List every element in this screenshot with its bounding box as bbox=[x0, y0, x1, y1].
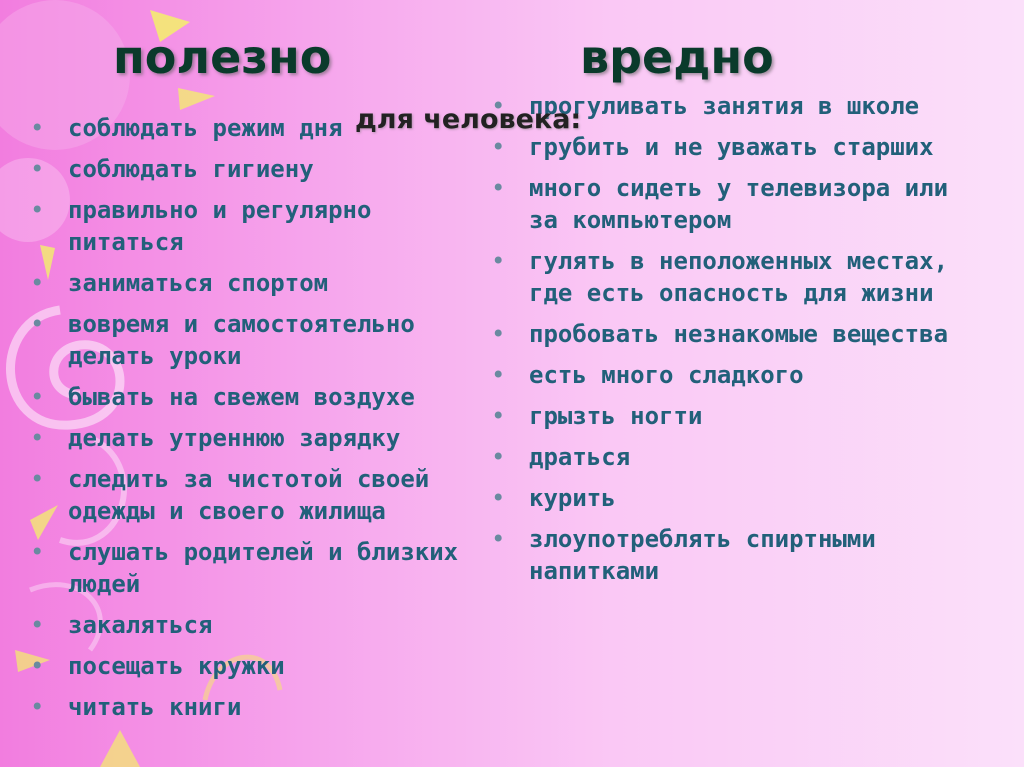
list-item: • грызть ногти bbox=[487, 400, 987, 432]
list-item: • драться bbox=[487, 441, 987, 473]
subtitle: для человека: bbox=[355, 104, 582, 135]
harmful-heading: вредно bbox=[580, 30, 774, 84]
list-item: • соблюдать режим дня bbox=[26, 112, 488, 144]
list-item: • следить за чистотой своей одежды и своего жилища bbox=[26, 463, 488, 527]
useful-list bbox=[26, 112, 488, 732]
useful-heading: полезно bbox=[113, 30, 332, 84]
decor-star-ray bbox=[100, 730, 140, 767]
list-item: • посещать кружки bbox=[26, 650, 488, 682]
list-item: • заниматься спортом bbox=[26, 267, 488, 299]
list-item: • прогуливать занятия в школе bbox=[487, 90, 987, 122]
list-item: • слушать родителей и близких людей bbox=[26, 536, 488, 600]
list-item: • много сидеть у телевизора или за компьютером bbox=[487, 172, 987, 236]
list-item: • делать утреннюю зарядку bbox=[26, 422, 488, 454]
list-item: • правильно и регулярно питаться bbox=[26, 194, 488, 258]
list-item: • есть много сладкого bbox=[487, 359, 987, 391]
list-item: • вовремя и самостоятельно делать уроки bbox=[26, 308, 488, 372]
list-item: • курить bbox=[487, 482, 987, 514]
list-item: • злоупотреблять спиртными напитками bbox=[487, 523, 987, 587]
list-item: • читать книги bbox=[26, 691, 488, 723]
list-item: • гулять в неположенных местах, где есть опасность для жизни bbox=[487, 245, 987, 309]
list-item: • закаляться bbox=[26, 609, 488, 641]
list-item: • соблюдать гигиену bbox=[26, 153, 488, 185]
list-item: • бывать на свежем воздухе bbox=[26, 381, 488, 413]
list-item: • пробовать незнакомые вещества bbox=[487, 318, 987, 350]
list-item: • грубить и не уважать старших bbox=[487, 131, 987, 163]
decor-star-ray bbox=[178, 88, 215, 110]
harmful-list bbox=[487, 90, 987, 596]
